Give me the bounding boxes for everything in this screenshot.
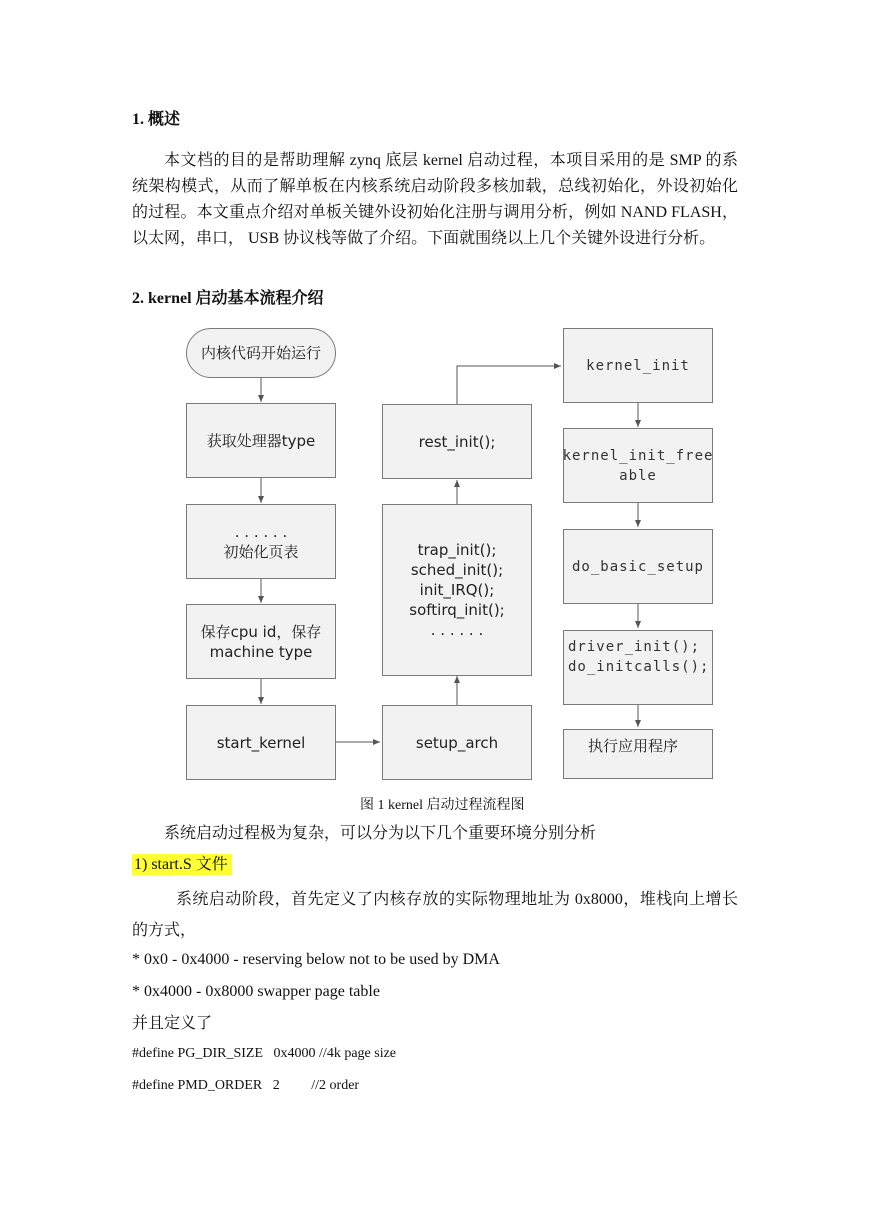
node-get-processor-type: 获取处理器type xyxy=(186,403,336,478)
item-1-heading xyxy=(132,854,232,876)
node-init-page-table: . . . . . . 初始化页表 xyxy=(186,504,336,579)
node-setup-arch: setup_arch xyxy=(382,705,532,780)
define-pg-dir-size: #define PG_DIR_SIZE 0x4000 //4k page size xyxy=(132,1046,397,1061)
node-kernel-init: kernel_init xyxy=(563,328,713,403)
item-1-paragraph: 系统启动阶段，首先定义了内核存放的实际物理地址为 0x8000，堆栈向上增长的方式， xyxy=(132,891,738,939)
intro-line: 系统启动过程极为复杂，可以分为以下几个重要环境分别分析 xyxy=(164,825,597,842)
also-defined-line: 并且定义了 xyxy=(132,1015,213,1032)
section-2-heading: 2. kernel 启动基本流程介绍 xyxy=(132,290,324,307)
figure-caption: 图 1 kernel 启动过程流程图 xyxy=(360,798,525,813)
bullet-swapper-page-table: * 0x4000 - 0x8000 swapper page table xyxy=(132,983,380,1000)
node-run-application: 执行应用程序 xyxy=(563,729,713,779)
node-rest-init: rest_init(); xyxy=(382,404,532,479)
section-1-paragraph: 本文档的目的是帮助理解 zynq 底层 kernel 启动过程，本项目采用的是 SMP 的系统架构模式，从而了解单板在内核系统启动阶段多核加载，总线初始化，外设初始化的过程。本文重点介绍对单板关键外设初始化注册与调用分析，例如 NAND FLASH，以太网，串口， USB 协议栈等做了介绍。下面就围绕以上几个关键外设进行分析。 xyxy=(132,152,738,247)
node-init-calls: trap_init(); sched_init(); init_IRQ(); softirq_init(); . . . . . . xyxy=(382,504,532,676)
bullet-dma-reserve: * 0x0 - 0x4000 - reserving below not to be used by DMA xyxy=(132,951,500,968)
node-save-cpu-id: 保存cpu id，保存 machine type xyxy=(186,604,336,679)
node-kernel-init-freeable: kernel_init_free able xyxy=(563,428,713,503)
node-driver-init: driver_init(); do_initcalls(); xyxy=(563,630,713,705)
node-start-kernel: start_kernel xyxy=(186,705,336,780)
define-pmd-order: #define PMD_ORDER 2 //2 order xyxy=(132,1078,360,1093)
node-do-basic-setup: do_basic_setup xyxy=(563,529,713,604)
node-kernel-start: 内核代码开始运行 xyxy=(186,328,336,378)
arrow-restinit-to-kernelinit xyxy=(457,366,561,404)
section-1-heading: 1. 概述 xyxy=(132,111,181,128)
item-1-label: 1) start.S 文件 xyxy=(132,854,232,875)
